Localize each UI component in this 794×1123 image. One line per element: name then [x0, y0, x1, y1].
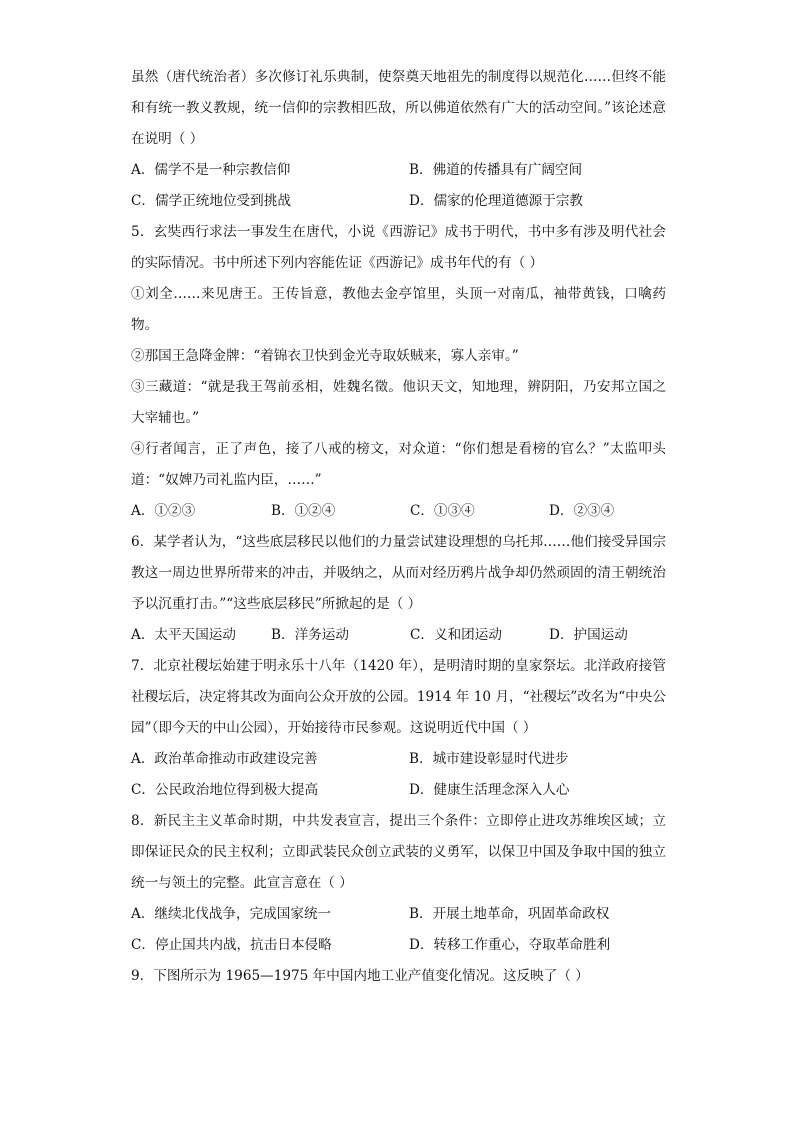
- question-8-options: [131, 899, 666, 961]
- option-d[interactable]: D．转移工作重心，夺取革命胜利: [409, 937, 611, 953]
- question-7-options: [131, 744, 666, 806]
- option-a[interactable]: A．继续北伐战争，完成国家统一: [131, 906, 332, 922]
- question-6-stem: 6．某学者认为，“这些底层移民以他们的力量尝试建设理想的乌托邦……他们接受异国宗教这一周边世界所带来的冲击，并吸纳之，从而对经历鸦片战争却仍然顽固的清王朝统治予以沉重打击。”“这些底层移民”所掀起的是（ ）: [131, 534, 666, 612]
- question-5-item-3: ③三藏道：“就是我王驾前丞相，姓魏名徵。他识天文，知地理，辨阴阳，乃安邦立国之大宰辅也。”: [131, 379, 666, 426]
- option-b[interactable]: B．开展土地革命，巩固革命政权: [409, 906, 610, 922]
- question-9: [131, 961, 666, 992]
- question-5-item-2: ②那国王急降金牌：“着锦衣卫快到金光寺取妖贼来，寡人亲审。”: [131, 348, 519, 364]
- question-6: [131, 527, 666, 651]
- option-b[interactable]: B．城市建设彰显时代进步: [409, 751, 569, 767]
- option-c[interactable]: C．停止国共内战，抗击日本侵略: [131, 937, 332, 953]
- question-list: [131, 62, 666, 992]
- question-4-options: [131, 155, 666, 217]
- question-5: [131, 217, 666, 527]
- option-d[interactable]: D．儒家的伦理道德源于宗教: [409, 193, 584, 209]
- option-d[interactable]: D．护国运动: [549, 627, 628, 643]
- question-8: [131, 806, 666, 961]
- question-7: [131, 651, 666, 806]
- option-b[interactable]: B．洋务运动: [271, 627, 349, 643]
- question-7-stem: 7．北京社稷坛始建于明永乐十八年（1420 年），是明清时期的皇家祭坛。北洋政府接管社稷坛后，决定将其改为面向公众开放的公园。1914 年 10 月，“社稷坛”改名为“中央公园”（即今天的中山公园），开始接待市民参观。这说明近代中国（ ）: [131, 658, 666, 736]
- question-5-item-4: ④行者闻言，正了声色，接了八戒的榜文，对众道：“你们想是看榜的官么？”太监叩头道：“奴婢乃司礼监内臣，……”: [131, 441, 666, 488]
- question-8-stem: 8．新民主主义革命时期，中共发表宣言，提出三个条件：立即停止进攻苏维埃区域；立即保证民众的民主权利；立即武装民众创立武装的义勇军，以保卫中国及争取中国的独立统一与领土的完整。此宣言意在（ ）: [131, 813, 666, 891]
- option-c[interactable]: C．①③④: [410, 503, 475, 519]
- option-a[interactable]: A．①②③: [131, 503, 196, 519]
- question-5-options: [131, 496, 666, 527]
- question-6-options: [131, 620, 666, 651]
- question-4-stem: 虽然（唐代统治者）多次修订礼乐典制，使祭奠天地祖先的制度得以规范化……但终不能和有统一教义教规，统一信仰的宗教相匹敌，所以佛道依然有广大的活动空间。”该论述意在说明（ ）: [131, 69, 666, 147]
- option-a[interactable]: A．太平天国运动: [131, 627, 236, 643]
- option-a[interactable]: A．政治革命推动市政建设完善: [131, 751, 318, 767]
- option-c[interactable]: C．义和团运动: [410, 627, 502, 643]
- option-c[interactable]: C．公民政治地位得到极大提高: [131, 782, 319, 798]
- question-9-stem: 9．下图所示为 1965—1975 年中国内地工业产值变化情况。这反映了（ ）: [131, 968, 589, 984]
- option-c[interactable]: C．儒学正统地位受到挑战: [131, 193, 291, 209]
- option-b[interactable]: B．佛道的传播具有广阔空间: [409, 162, 583, 178]
- question-4: [131, 62, 666, 217]
- option-a[interactable]: A．儒学不是一种宗教信仰: [131, 162, 291, 178]
- question-5-stem: 5．玄奘西行求法一事发生在唐代，小说《西游记》成书于明代，书中多有涉及明代社会的实际情况。书中所述下列内容能佐证《西游记》成书年代的有（ ）: [131, 224, 666, 271]
- option-d[interactable]: D．健康生活理念深入人心: [409, 782, 570, 798]
- option-b[interactable]: B．①②④: [271, 503, 336, 519]
- question-5-item-1: ①刘全……来见唐王。王传旨意，教他去金亭馆里，头顶一对南瓜，袖带黄钱，口噙药物。: [131, 286, 666, 333]
- option-d[interactable]: D．②③④: [549, 503, 615, 519]
